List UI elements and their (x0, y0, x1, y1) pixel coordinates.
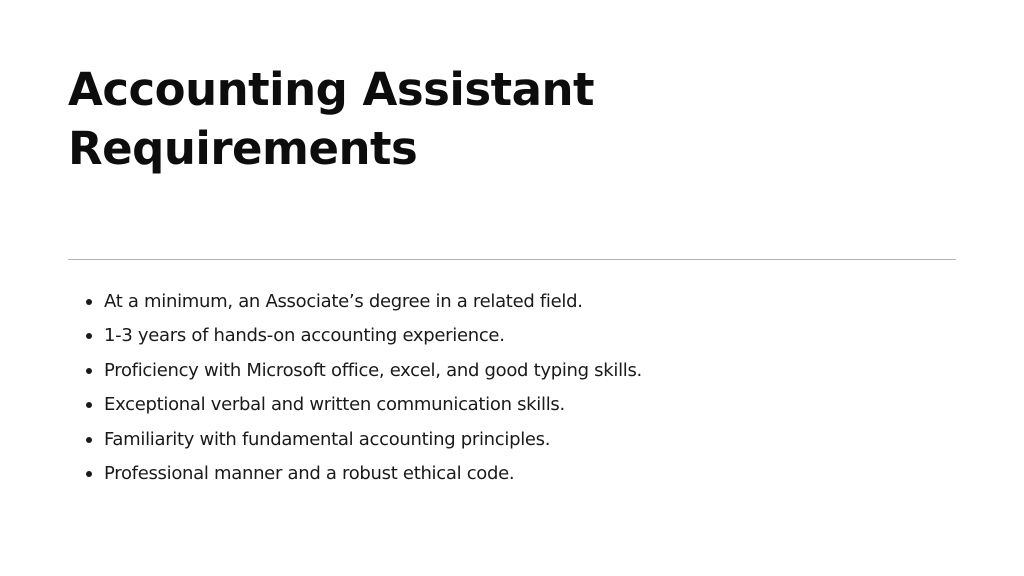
list-item-text: 1-3 years of hands-on accounting experience. (104, 325, 505, 347)
list-item (86, 356, 642, 390)
list-item (86, 321, 642, 355)
list-item-text: At a minimum, an Associate’s degree in a related field. (104, 291, 583, 312)
requirements-list (86, 287, 642, 493)
bullet-icon (86, 471, 92, 477)
list-item-text: Familiarity with fundamental accounting principles. (104, 428, 551, 450)
list-item-text: Professional manner and a robust ethical code. (104, 462, 515, 484)
list-item (86, 287, 642, 321)
list-item (86, 459, 642, 493)
bullet-icon (86, 437, 92, 443)
list-item (86, 425, 642, 459)
bullet-icon (86, 368, 92, 374)
list-item (86, 390, 642, 424)
title-line-2: Requirements (68, 122, 418, 175)
bullet-icon (86, 299, 92, 305)
list-item-text: Proficiency with Microsoft office, excel, and good typing skills. (104, 359, 642, 381)
divider (68, 259, 956, 260)
page-title (68, 60, 768, 178)
list-item-text: Exceptional verbal and written communication skills. (104, 394, 565, 416)
title-line-1: Accounting Assistant (68, 63, 595, 116)
bullet-icon (86, 333, 92, 339)
bullet-icon (86, 402, 92, 408)
